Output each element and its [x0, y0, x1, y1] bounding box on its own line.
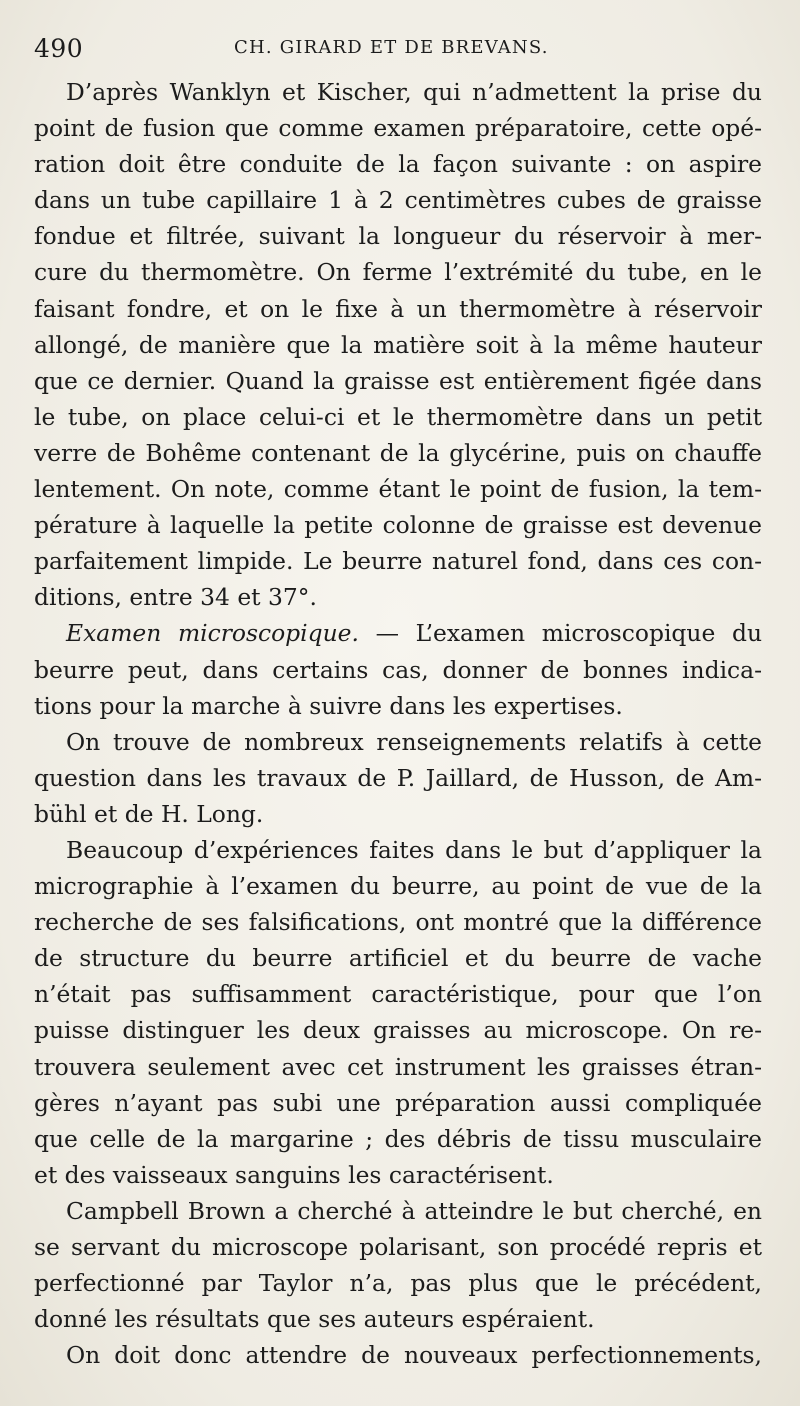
- text-line-content: micrographie à l’examen du beurre, au point de vue de la: [34, 872, 762, 901]
- text-line: [34, 543, 762, 579]
- text-line-content: parfaitement limpide. Le beurre naturel fond, dans ces con-: [34, 547, 762, 576]
- text-line-content: recherche de ses falsifications, ont montré que la différence: [34, 908, 762, 937]
- text-line: [34, 110, 762, 146]
- text-line: [34, 1157, 762, 1193]
- text-line-content: se servant du microscope polarisant, son procédé repris et: [34, 1233, 762, 1261]
- text-line-content: que celle de la margarine ; des débris de tissu musculaire: [34, 1124, 762, 1153]
- text-line-content: verre de Bohême contenant de la glycérine, puis on chauffe: [34, 438, 762, 467]
- text-line: [34, 1085, 762, 1121]
- text-line-content: lentement. On note, comme étant le point de fusion, la tem-: [34, 475, 762, 504]
- text-line: [34, 1012, 762, 1048]
- text-line: [34, 471, 762, 507]
- text-line: [34, 291, 762, 327]
- text-line-content: pérature à laquelle la petite colonne de graisse est devenue: [34, 511, 762, 540]
- text-line-content: de structure du beurre artificiel et du beurre de vache: [34, 944, 762, 973]
- text-line-content: ration doit être conduite de la façon suivante : on aspire: [34, 150, 762, 179]
- text-line-content: faisant fondre, et on le fixe à un thermomètre à réservoir: [34, 294, 762, 323]
- text-line-content: trouvera seulement avec cet instrument les graisses étran-: [34, 1052, 762, 1081]
- text-line-content: D’après Wanklyn et Kischer, qui n’admettent la prise du: [66, 78, 762, 106]
- text-line: [34, 435, 762, 471]
- text-line-content: puisse distinguer les deux graisses au microscope. On re-: [34, 1016, 762, 1045]
- text-line-content: Campbell Brown a cherché à atteindre le but cherché, en: [66, 1196, 762, 1225]
- text-line: [34, 182, 762, 218]
- text-line-content: beurre peut, dans certains cas, donner de bonnes indica-: [34, 655, 762, 684]
- text-line: [34, 507, 762, 543]
- text-line-content: que ce dernier. Quand la graisse est entièrement figée dans: [34, 366, 762, 395]
- text-line-content: gères n’ayant pas subi une préparation aussi compliquée: [34, 1088, 762, 1117]
- page-number: 490: [34, 34, 84, 63]
- text-line: [34, 399, 762, 435]
- text-line: [34, 218, 762, 254]
- text-line-content: perfectionné par Taylor n’a, pas plus que le précédent,: [34, 1269, 762, 1298]
- text-line-content: question dans les travaux de P. Jaillard, de Husson, de Am-: [34, 763, 762, 792]
- text-line-content: cure du thermomètre. On ferme l’extrémité du tube, en le: [34, 258, 762, 287]
- text-line: [34, 1337, 762, 1373]
- text-line-content: ditions, entre 34 et 37°.: [34, 583, 317, 612]
- text-line-content: et des vaisseaux sanguins les caractérisent.: [34, 1160, 554, 1189]
- text-line-content: n’était pas suffisamment caractéristique, pour que l’on: [34, 980, 762, 1009]
- text-line: [34, 363, 762, 399]
- text-line: [34, 652, 762, 688]
- running-head: CH. GIRARD ET DE BREVANS.: [234, 37, 549, 58]
- text-line: [34, 74, 762, 110]
- text-line-content: tions pour la marche à suivre dans les expertises.: [34, 691, 623, 720]
- text-line: [34, 688, 762, 724]
- text-line: [34, 146, 762, 182]
- text-line: [34, 940, 762, 976]
- text-line: [34, 796, 762, 832]
- text-line: [34, 579, 762, 615]
- text-line: [34, 904, 762, 940]
- text-line: [34, 1049, 762, 1085]
- text-line: [34, 1121, 762, 1157]
- text-line-content: On trouve de nombreux renseignements relatifs à cette: [66, 727, 762, 756]
- text-line: [34, 615, 762, 651]
- text-line: [34, 1193, 762, 1229]
- text-line-content: Beaucoup d’expériences faites dans le but d’appliquer la: [66, 835, 762, 864]
- text-line-content: dans un tube capillaire 1 à 2 centimètres cubes de graisse: [34, 186, 762, 215]
- text-line: [34, 1265, 762, 1301]
- text-line: [34, 976, 762, 1012]
- text-line-content: fondue et filtrée, suivant la longueur du réservoir à mer-: [34, 222, 762, 251]
- text-line: [34, 1229, 762, 1265]
- text-line: [34, 868, 762, 904]
- text-line: [34, 760, 762, 796]
- text-line-content: point de fusion que comme examen préparatoire, cette opé-: [34, 114, 762, 143]
- text-line-content: allongé, de manière que la matière soit à la même hauteur: [34, 330, 762, 359]
- text-line: [34, 327, 762, 363]
- text-line-content: bühl et de H. Long.: [34, 799, 264, 828]
- page-header: [34, 34, 774, 64]
- section-heading: Examen microscopique.: [66, 619, 359, 648]
- text-line-content: — L’examen microscopique du: [358, 619, 762, 648]
- text-line: [34, 254, 762, 290]
- text-line: [34, 832, 762, 868]
- text-line-content: le tube, on place celui-ci et le thermomètre dans un petit: [34, 402, 762, 431]
- text-line: [34, 724, 762, 760]
- body-text: [34, 74, 762, 1373]
- text-line: [34, 1301, 762, 1337]
- text-line-content: donné les résultats que ses auteurs espéraient.: [34, 1305, 595, 1334]
- text-line-content: On doit donc attendre de nouveaux perfectionnements,: [66, 1341, 762, 1370]
